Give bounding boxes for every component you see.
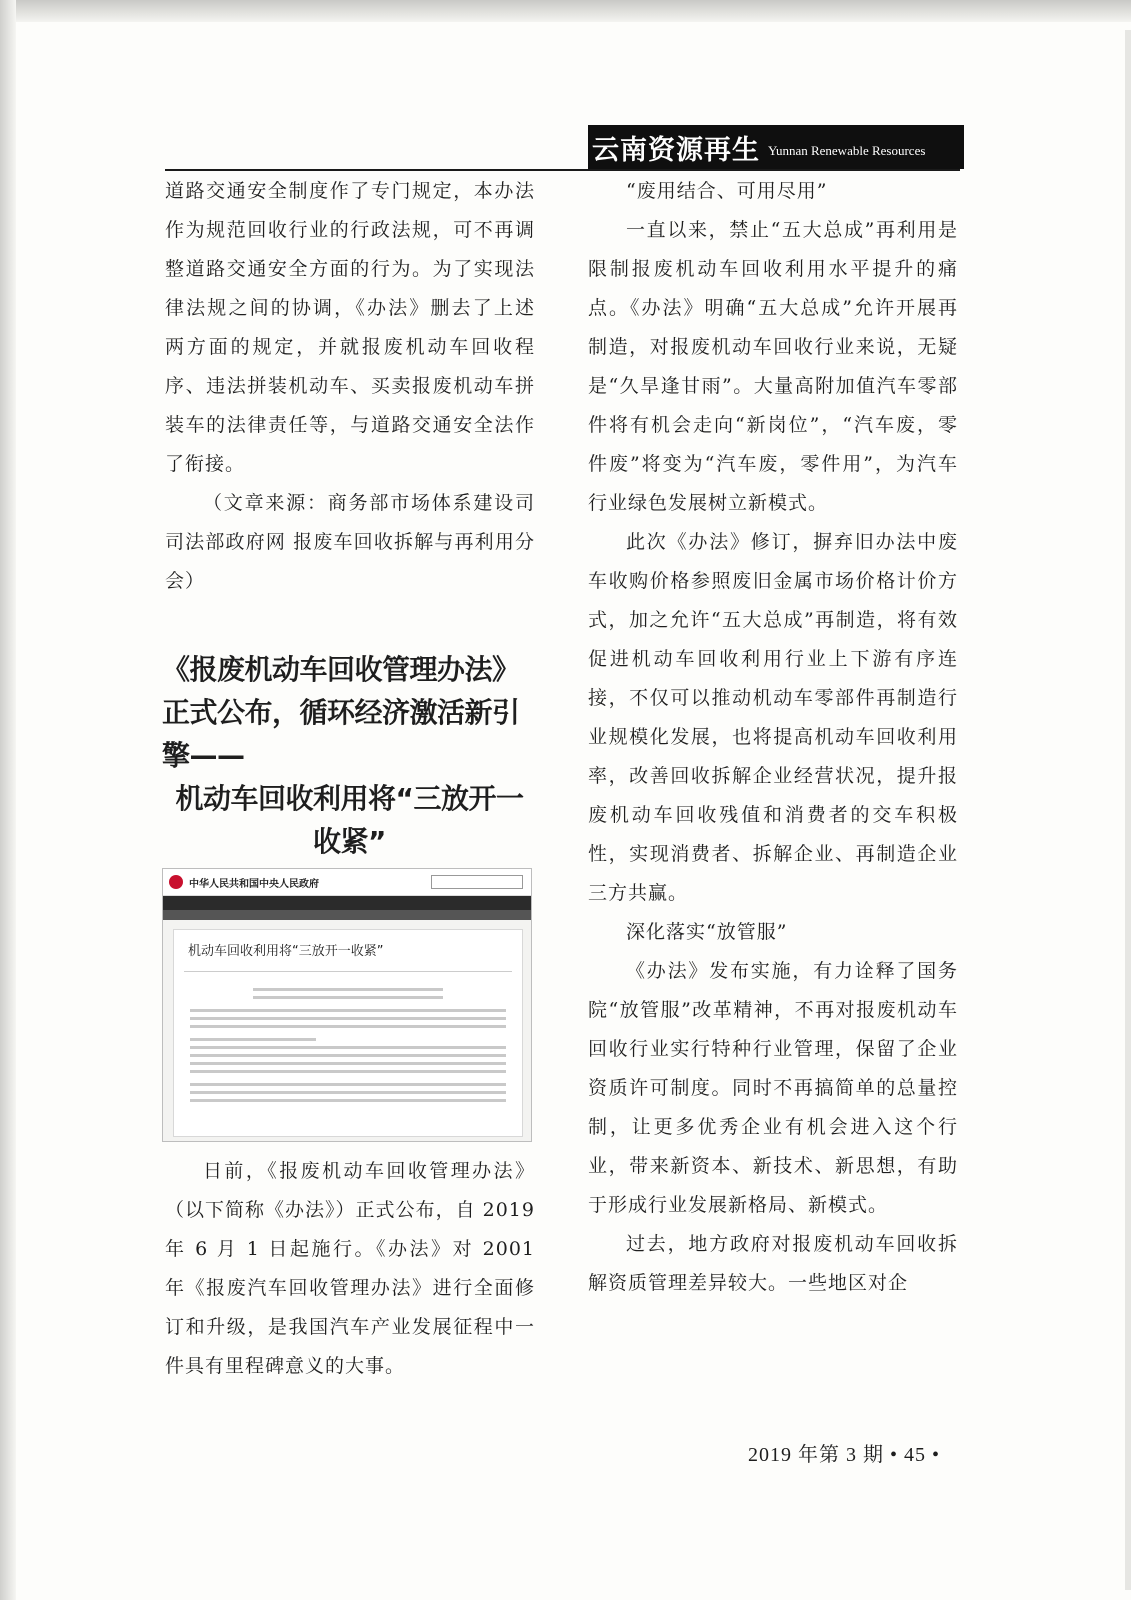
right-column [588, 172, 958, 1303]
screenshot-article-title: 机动车回收利用将“三放开一收紧” [188, 944, 384, 959]
article-source: （文章来源：商务部市场体系建设司 司法部政府网 报废车回收拆解与再利用分会） [165, 492, 535, 592]
screenshot-sub-bar [163, 910, 531, 920]
section-heading-1: “废用结合、可用尽用” [626, 180, 828, 202]
brand-chinese: 云南资源再生 [592, 134, 760, 166]
left-column-bottom [165, 1152, 535, 1386]
website-screenshot [162, 868, 532, 1142]
header-rule [165, 169, 960, 171]
screenshot-search-box [431, 875, 523, 889]
scan-edge-top [0, 0, 1131, 22]
screenshot-text-lines [190, 988, 506, 1102]
article-headline [162, 648, 537, 863]
screenshot-divider [184, 971, 512, 972]
screenshot-article [173, 929, 523, 1137]
screenshot-site-name: 中华人民共和国中央人民政府 [189, 878, 319, 890]
page-footer: 2019 年第 3 期 • 45 • [748, 1444, 941, 1466]
intro-paragraph: 日前，《报废机动车回收管理办法》（以下简称《办法》）正式公布，自 2019 年 6 月 1 日起施行。《办法》对 2001 年《报废汽车回收管理办法》进行全面修订和升级，是我国汽车产业发展征程中一件具有里程碑意义的大事。 [165, 1160, 535, 1377]
scan-edge-right [1125, 30, 1131, 1590]
paragraph-1: 一直以来，禁止“五大总成”再利用是限制报废机动车回收利用水平提升的痛点。《办法》明确“五大总成”允许开展再制造，对报废机动车回收行业来说，无疑是“久旱逢甘雨”。大量高附加值汽车零部件将有机会走向“新岗位”，“汽车废，零件废”将变为“汽车废，零件用”，为汽车行业绿色发展树立新模式。 [588, 219, 958, 514]
section-heading-2: 深化落实“放管服” [626, 921, 788, 943]
headline-line-2: 机动车回收利用将“三放开一收紧” [175, 782, 524, 858]
paragraph-3: 《办法》发布实施，有力诠释了国务院“放管服”改革精神，不再对报废机动车回收行业实行特种行业管理，保留了企业资质许可制度。同时不再搞简单的总量控制，让更多优秀企业有机会进入这个行业，带来新资本、新技术、新思想，有助于形成行业发展新格局、新模式。 [588, 960, 958, 1216]
headline-line-1: 《报废机动车回收管理办法》正式公布，循环经济激活新引擎—— [162, 653, 520, 772]
scan-edge-left [0, 0, 16, 1600]
brand-english: Yunnan Renewable Resources [768, 143, 926, 158]
national-emblem-icon [169, 875, 183, 889]
continued-paragraph: 道路交通安全制度作了专门规定，本办法作为规范回收行业的行政法规，可不再调整道路交通安全方面的行为。为了实现法律法规之间的协调，《办法》删去了上述两方面的规定，并就报废机动车回收程序、违法拼装机动车、买卖报废机动车拼装车的法律责任等，与道路交通安全法作了衔接。 [165, 180, 535, 475]
left-column-top [165, 172, 535, 601]
screenshot-nav-bar [163, 896, 531, 910]
paragraph-4: 过去，地方政府对报废机动车回收拆解资质管理差异较大。一些地区对企 [588, 1233, 958, 1294]
screenshot-header [163, 869, 531, 896]
paragraph-2: 此次《办法》修订，摒弃旧办法中废车收购价格参照废旧金属市场价格计价方式，加之允许“五大总成”再制造，将有效促进机动车回收利用行业上下游有序连接，不仅可以推动机动车零部件再制造行业规模化发展，也将提高机动车回收利用率，改善回收拆解企业经营状况，提升报废机动车回收残值和消费者的交车积极性，实现消费者、拆解企业、再制造企业三方共赢。 [588, 531, 958, 904]
journal-brand [588, 125, 964, 169]
